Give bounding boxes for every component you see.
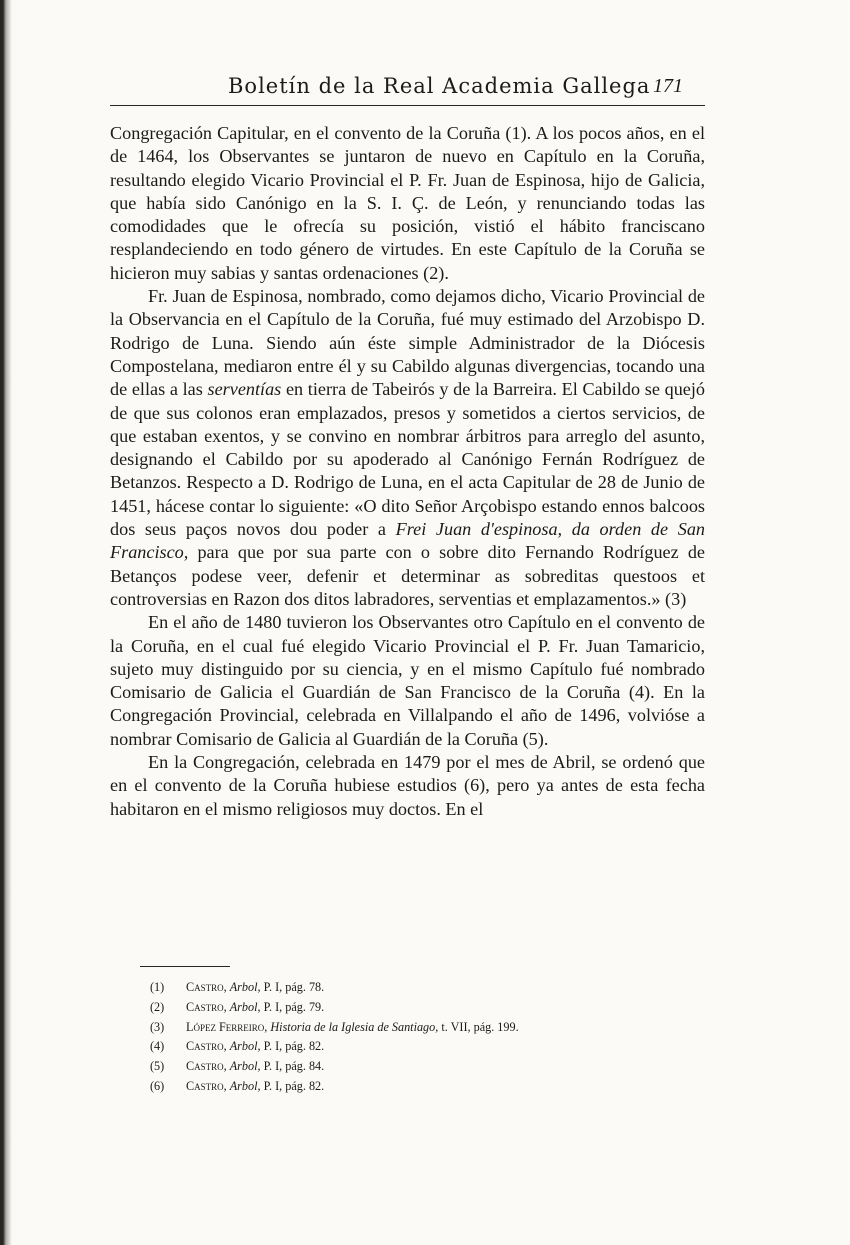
footnote-number: (3) xyxy=(150,1019,165,1034)
footnote-ref: P. I, pág. 78. xyxy=(263,980,325,994)
header-rule xyxy=(110,105,705,106)
footnote-ref: P. I, pág. 79. xyxy=(263,999,325,1014)
paragraph-1: Congregación Capitular, en el convento de la Coruña (1). A los pocos años, en el de 1464, los Observantes se juntaron de nuevo en Capítulo en la Coruña, resultando elegido Vicario Provincial el P. Fr. Juan de Espinosa, hijo de Galicia, que había sido Canónigo en la S. I. Ç. de León, y renunciando todas las comodidades que le ofrecía su posición, vistió el hábito franciscano resplandeciendo en todo género de virtudes. En este Capítulo de la Coruña se hicieron muy sabias y santas ordenaciones (2). xyxy=(110,123,705,283)
footnote-number: (2) xyxy=(150,999,165,1014)
journal-title: Boletín de la Real Academia Gallega xyxy=(228,74,651,98)
footnote-rule xyxy=(140,966,230,967)
footnote-work: Arbol, xyxy=(229,980,261,994)
footnote-number: (6) xyxy=(150,1078,165,1093)
footnote xyxy=(150,1077,670,1097)
footnote-author: Castro, xyxy=(186,1059,227,1074)
paragraph-2-part-b: en tierra de Tabeirós y de la Barreira. El Cabildo se quejó de que sus colonos eran emplazados, presos y sometidos a ciertos servicios, de que estaban exentos, y se convino en nombrar árbitros para arreglo del asunto, designando el Cabildo por su apoderado al Canónigo Fernán Rodríguez de Betanzos. Respecto a D. Rodrigo de Luna, en el acta Capitular de 28 de Junio de 1451, hácese contar lo siguiente: «O dito Señor Arçobispo estando ennos balcoos dos seus paços novos dou poder a xyxy=(110,379,706,540)
footnote-number: (1) xyxy=(150,980,165,994)
footnote xyxy=(150,1037,670,1057)
footnote-ref: t. VII, pág. 199. xyxy=(441,1019,519,1034)
paragraph-4: En la Congregación, celebrada en 1479 por el mes de Abril, se ordenó que en el convento de la Coruña hubiese estudios (6), pero ya antes de esta fecha habitaron en el mismo religiosos muy doctos. En el xyxy=(110,752,705,819)
footnote-author: Castro, xyxy=(186,980,227,994)
footnote-work: Historia de la Iglesia de Santiago, xyxy=(270,1019,439,1034)
paragraph-3: En el año de 1480 tuvieron los Observantes otro Capítulo en el convento de la Coruña, en el cual fué elegido Vicario Provincial el P. Fr. Juan Tamaricio, sujeto muy distinguido por su ciencia, y en el mismo Capítulo fué nombrado Comisario de Galicia el Guardián de San Francisco de la Coruña (4). En la Congregación Provincial, celebrada en Villalpando el año de 1496, volvióse a nombrar Comisario de Galicia al Guardián de la Coruña (5). xyxy=(110,612,705,749)
footnote-number: (5) xyxy=(150,1059,165,1074)
italic-quote-name: Frei Juan d'espinosa, da orden de San Francisco, xyxy=(110,519,706,563)
footnote-ref: P. I, pág. 82. xyxy=(263,1078,325,1093)
footnote-ref: P. I, pág. 84. xyxy=(263,1059,325,1074)
footnote-author: Castro, xyxy=(186,1078,227,1093)
footnote xyxy=(150,1018,670,1038)
paragraph-2 xyxy=(110,285,705,611)
footnote xyxy=(150,1057,670,1077)
running-header xyxy=(110,74,705,104)
footnotes xyxy=(150,978,670,1097)
footnote-work: Arbol, xyxy=(229,1039,261,1054)
page-binding-edge xyxy=(0,0,12,1245)
paragraph-2-part-a: Fr. Juan de Espinosa, nombrado, como dejamos dicho, Vicario Provincial de la Observancia en el Capítulo de la Coruña, fué muy estimado del Arzobispo D. Rodrigo de Luna. Siendo aún éste simple Administrador de la Diócesis Compostelana, mediaron entre él y su Cabildo algunas divergencias, tocando una de ellas a las xyxy=(110,286,705,400)
footnote xyxy=(150,978,670,998)
body-text xyxy=(110,122,705,821)
footnote-author: López Ferreiro, xyxy=(186,1019,268,1034)
page-number: 171 xyxy=(653,75,683,97)
footnote-author: Castro, xyxy=(186,999,227,1014)
paragraph-2-part-c: para que por sua parte con o sobre dito Fernando Rodríguez de Betanços podese veer, defenir et determinar as sobreditas questoos et controversias en Razon dos ditos labradores, serventias et emplazamentos.» (3) xyxy=(110,542,705,609)
footnote-work: Arbol, xyxy=(229,1059,261,1074)
italic-term-serventias: serventías xyxy=(207,379,282,400)
footnote-author: Castro, xyxy=(186,1039,227,1054)
footnote-ref: P. I, pág. 82. xyxy=(263,1039,325,1054)
footnote xyxy=(150,998,670,1018)
footnote-work: Arbol, xyxy=(229,999,261,1014)
footnote-number: (4) xyxy=(150,1039,165,1054)
footnote-work: Arbol, xyxy=(229,1078,261,1093)
